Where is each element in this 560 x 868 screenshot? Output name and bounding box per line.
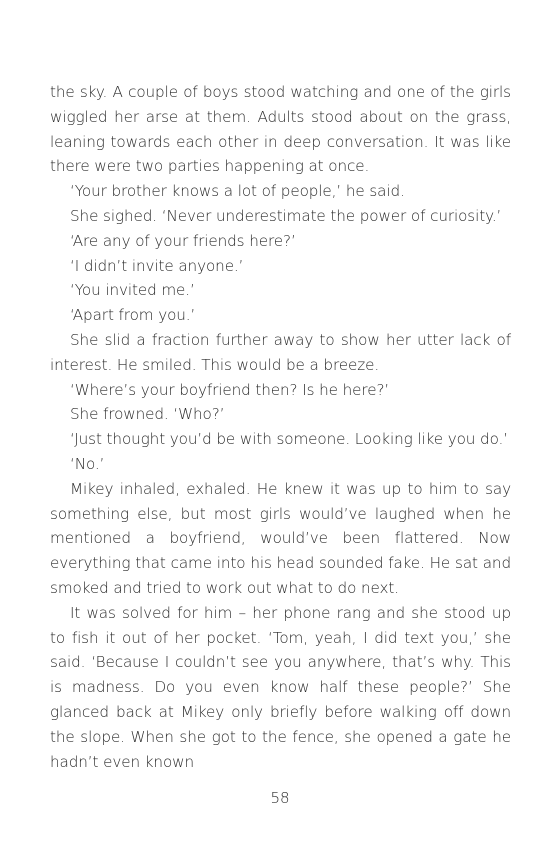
paragraph: Mikey inhaled, exhaled. He knew it was up to him to say something else, but most girls would’ve laughed when he mentioned a boyfriend, would’ve been flattered. Now everything that came into his head sounded fake. He sat and smoked and tried to work out what to do next.	[50, 479, 511, 597]
paragraph: ‘I didn’t invite anyone.’	[70, 256, 244, 275]
paragraph: ‘No.’	[70, 454, 105, 473]
paragraph: ‘You invited me.’	[70, 281, 195, 300]
paragraph: ‘Just thought you’d be with someone. Looking like you do.’	[70, 430, 508, 449]
paragraph: She frowned. ‘Who?’	[70, 405, 225, 424]
paragraph: ‘Are any of your friends here?’	[70, 231, 296, 250]
paragraph: ‘Apart from you.’	[70, 306, 196, 325]
paragraph: It was solved for him – her phone rang and she stood up to fish it out of her pocket. ‘Tom, yeah, I did text you,’ she said. ‘Because I couldn’t see you anywhere, that’s why. This is madness. Do you even know half these people?’ She glanced back at Mikey only briefly before walking off down the slope. When she got to the fence, she opened a gate he hadn’t even known	[50, 603, 511, 771]
paragraph: ‘Your brother knows a lot of people,’ he said.	[70, 182, 405, 201]
paragraph: the sky. A couple of boys stood watching and one of the girls wiggled her arse at them. Adults stood about on the grass, leaning towards each other in deep conversation. It was like there were two parties happening at once.	[50, 83, 511, 176]
paragraph: ‘Where’s your boyfriend then? Is he here?’	[70, 380, 390, 399]
paragraph: She slid a fraction further away to show her utter lack of interest. He smiled. This would be a breeze.	[50, 330, 511, 374]
page-number: 58	[270, 789, 290, 807]
paragraph: She sighed. ‘Never underestimate the power of curiosity.’	[70, 206, 502, 225]
body-text	[50, 80, 511, 774]
